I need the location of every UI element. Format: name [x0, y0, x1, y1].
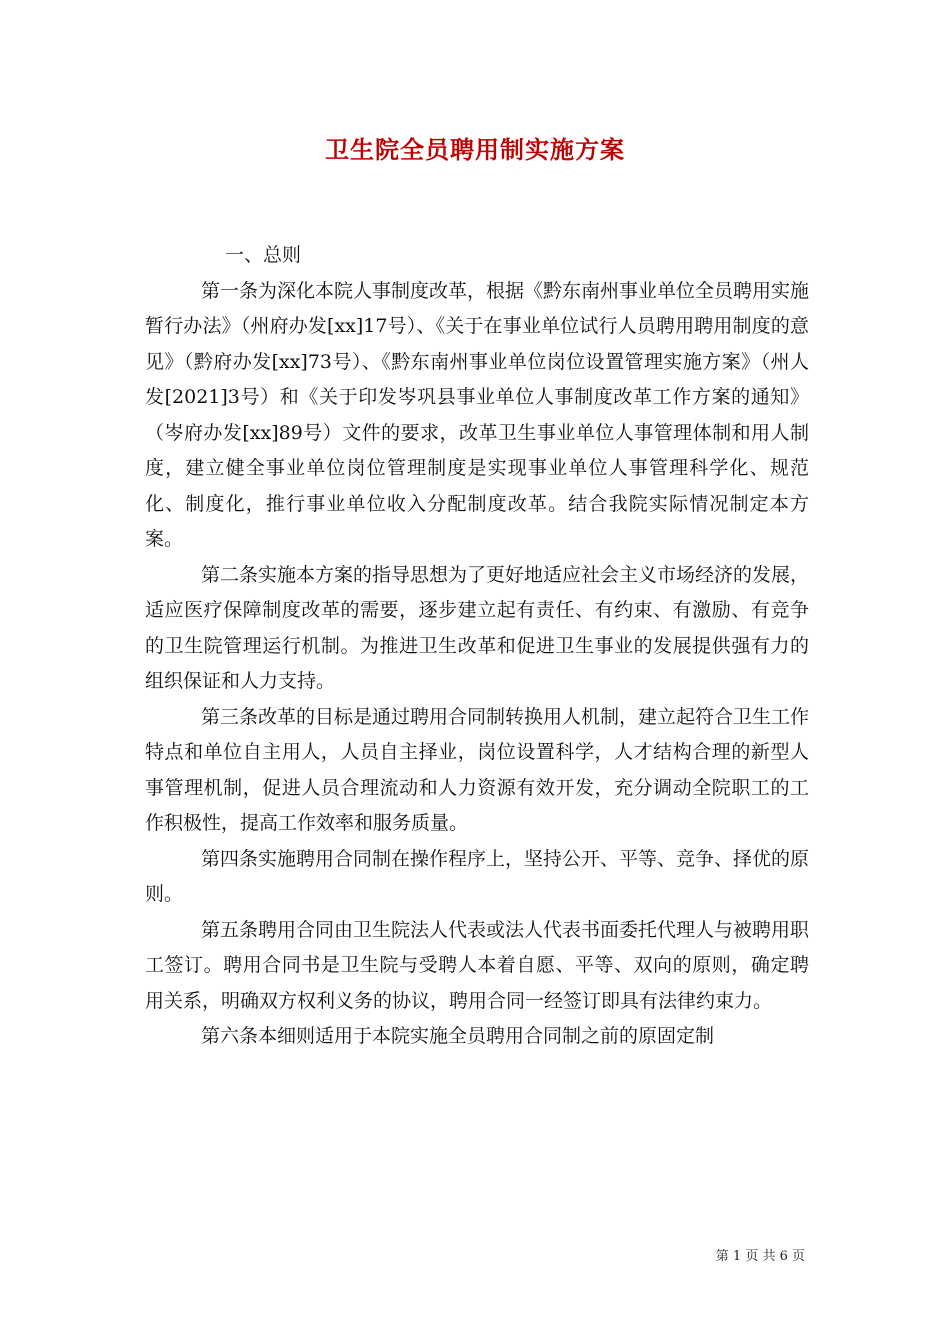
article-3-paragraph: 第三条改革的目标是通过聘用合同制转换用人机制，建立起符合卫生工作特点和单位自主用人，人员自主择业，岗位设置科学，人才结构合理的新型人事管理机制，促进人员合理流动和人力资源有效开发，充分调动全院职工的工作积极性，提高工作效率和服务质量。 [145, 705, 810, 834]
article-6-paragraph: 第六条本细则适用于本院实施全员聘用合同制之前的原固定制 [201, 1025, 715, 1047]
page-number-footer: 第 1 页 共 6 页 [715, 1249, 805, 1264]
article-1-paragraph: 第一条为深化本院人事制度改革，根据《黔东南州事业单位全员聘用实施暂行办法》（州府办发[xx]17号）、《关于在事业单位试行人员聘用聘用制度的意见》（黔府办发[xx]73号）、《黔东南州事业单位岗位设置管理实施方案》（州人发[2021]3号）和《关于印发岑巩县事业单位人事制度改革工作方案的通知》（岑府办发[xx]89号）文件的要求，改革卫生事业单位人事管理体制和用人制度，建立健全事业单位岗位管理制度是实现事业单位人事管理科学化、规范化、制度化，推行事业单位收入分配制度改革。结合我院实际情况制定本方案。 [145, 279, 810, 550]
section-heading: 一、总则 [225, 244, 302, 266]
article-5-paragraph: 第五条聘用合同由卫生院法人代表或法人代表书面委托代理人与被聘用职工签订。聘用合同书是卫生院与受聘人本着自愿、平等、双向的原则，确定聘用关系，明确双方权利义务的协议，聘用合同一经签订即具有法律约束力。 [145, 918, 810, 1012]
article-4-paragraph: 第四条实施聘用合同制在操作程序上，坚持公开、平等、竞争、择优的原则。 [145, 847, 810, 905]
article-2-paragraph: 第二条实施本方案的指导思想为了更好地适应社会主义市场经济的发展，适应医疗保障制度改革的需要，逐步建立起有责任、有约束、有激励、有竞争的卫生院管理运行机制。为推进卫生改革和促进卫生事业的发展提供强有力的组织保证和人力支持。 [145, 563, 810, 692]
document-body [145, 238, 809, 1055]
document-title: 卫生院全员聘用制实施方案 [325, 135, 625, 164]
